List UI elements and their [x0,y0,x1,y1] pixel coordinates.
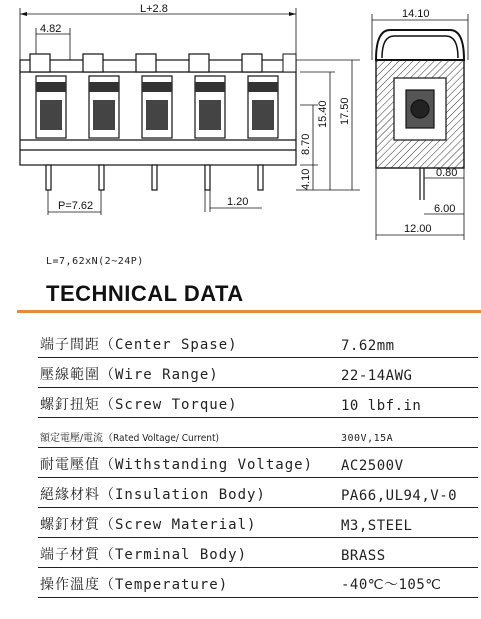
clamp [252,100,274,130]
spec-label: 壓線範圍（Wire Range) [40,367,219,383]
screw-head [195,82,225,92]
dim-pitch: P=7.62 [58,200,94,212]
spec-label: 螺釘材質（Screw Material) [40,517,257,533]
dim-pin-offset: 6.00 [434,203,456,215]
dim-base-width: 12.00 [404,223,432,235]
terminal-cells [30,54,296,138]
spec-row [38,448,478,478]
dim-pin-width: 0.80 [436,167,458,179]
spec-row [38,478,478,508]
spec-row [38,568,478,598]
spec-value: 300V,15A [341,433,394,444]
dim-pin-gap: 1.20 [227,196,249,208]
spec-label: 端子材質（Terminal Body) [40,547,248,563]
spec-value: 22-14AWG [341,368,413,384]
dim-height-top: 15.40 [317,100,329,128]
barrier-post [242,54,262,72]
spec-value: BRASS [341,548,386,564]
spec-label: 額定電壓/電流（Rated Voltage/ Current) [40,433,220,444]
spec-row [38,538,478,568]
screw-head [248,82,278,92]
barrier-post [189,54,209,72]
pins [46,165,263,190]
spec-value: 10 lbf.in [341,398,422,414]
clamp [93,100,115,130]
section-title: TECHNICAL DATA [46,281,244,306]
spec-row [38,328,478,358]
dim-height-body: 8.70 [300,133,312,155]
spec-label: 絕緣材料（Insulation Body) [40,487,266,503]
spec-value: M3,STEEL [341,518,413,534]
spec-value: PA66,UL94,V-0 [341,488,458,504]
spec-label: 螺釘扭矩（Screw Torque) [40,397,238,413]
spec-label: 端子間距（Center Spase) [40,337,238,353]
barrier-post [30,54,50,72]
spec-label: 耐電壓值（Withstanding Voltage) [40,457,314,473]
dim-overall-length: L+2.8 [140,3,168,15]
barrier-post [136,54,156,72]
spec-value: -40℃～105℃ [341,577,442,593]
length-formula: L=7,62xN(2~24P) [46,256,144,267]
spec-value: AC2500V [341,458,404,474]
spec-row [38,388,478,418]
title-underline [17,310,481,313]
clamp [40,100,62,130]
barrier-post [83,54,103,72]
spec-table [38,328,478,598]
clamp [199,100,221,130]
screw-head [142,82,172,92]
screw-head [89,82,119,92]
spec-row [38,508,478,538]
spec-row [38,418,478,448]
barrier-post [283,54,296,72]
screw-head [36,82,66,92]
dim-side-width: 14.10 [402,8,430,20]
dim-pin-length: 4.10 [300,168,312,190]
spec-value: 7.62mm [341,338,395,354]
spec-label: 操作溫度（Temperature) [40,577,229,593]
clamp [146,100,168,130]
spec-row [38,358,478,388]
technical-drawing [0,0,481,250]
dim-first-offset: 4.82 [40,23,62,35]
dim-height-total: 17.50 [339,97,351,125]
